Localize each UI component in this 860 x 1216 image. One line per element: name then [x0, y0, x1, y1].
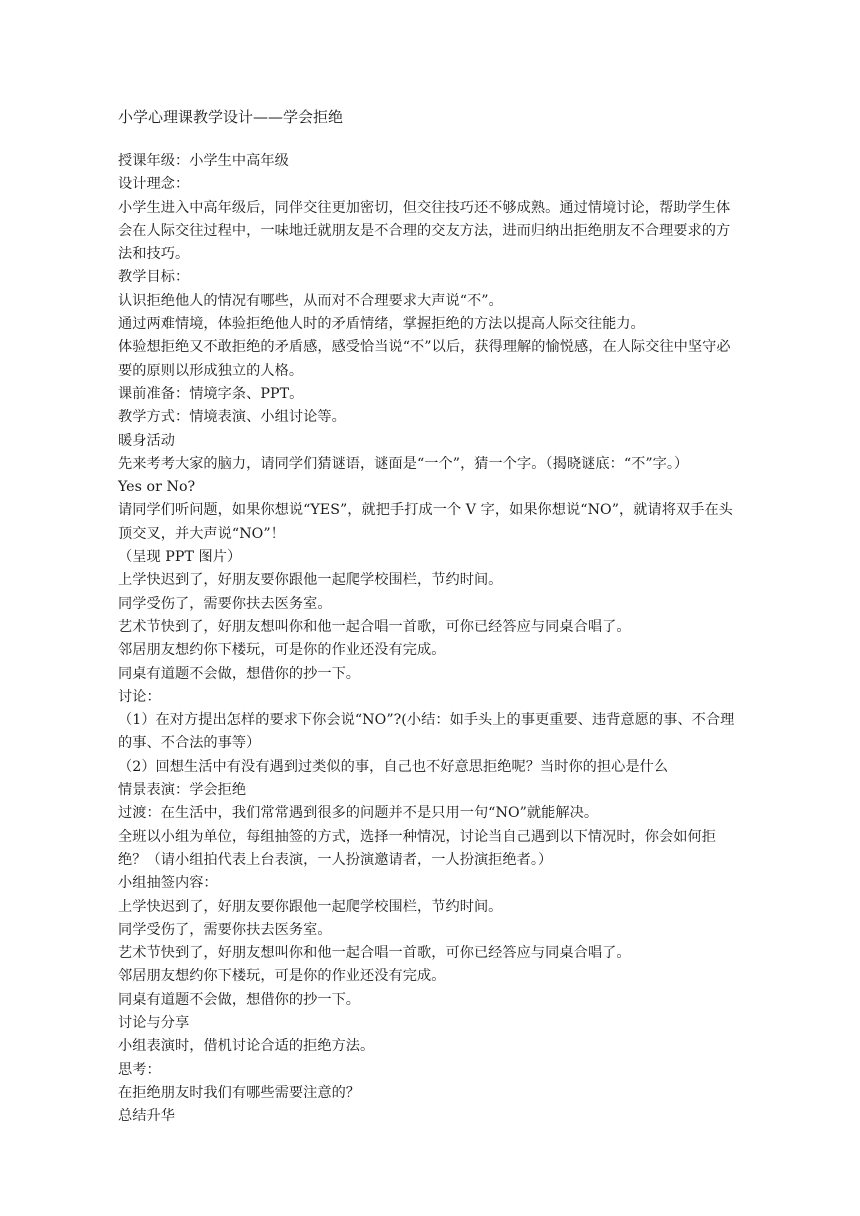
ppt-note: （呈现 PPT 图片）: [118, 549, 242, 566]
scenario-item: 邻居朋友想约你下楼玩，可是你的作业还没有完成。: [118, 642, 446, 659]
document-page: [118, 106, 740, 1128]
yes-or-no-instructions: 请同学们听问题，如果你想说“YES”，就把手打成一个 V 字，如果你想说“NO”，就请将双手在头顶交叉，并大声说“NO”！: [118, 502, 733, 542]
scenario-item: 艺术节快到了，好朋友想叫你和他一起合唱一首歌，可你已经答应与同桌合唱了。: [118, 618, 631, 635]
reflection-question: 在拒绝朋友时我们有哪些需要注意的？: [118, 1084, 361, 1101]
preparation-line: 课前准备：情境字条、PPT。: [118, 385, 304, 402]
document-body: [118, 150, 740, 1128]
yes-or-no-heading: Yes or No?: [118, 479, 196, 496]
discuss-share-heading: 讨论与分享: [118, 1014, 190, 1031]
document-title: 小学心理课教学设计——学会拒绝: [118, 108, 344, 126]
transition-line: 过渡：在生活中，我们常常遇到很多的问题并不是只用一句“NO”就能解决。: [118, 805, 599, 822]
lot-item: 艺术节快到了，好朋友想叫你和他一起合唱一首歌，可你已经答应与同桌合唱了。: [118, 945, 631, 962]
scenario-item: 同学受伤了，需要你扶去医务室。: [118, 595, 332, 612]
riddle-paragraph: 先来考考大家的脑力，请同学们猜谜语，谜面是“一个”，猜一个字。（揭晓谜底：“不”字。）: [118, 455, 689, 472]
summary-heading: 总结升华: [118, 1108, 175, 1125]
reflection-heading: 思考：: [118, 1061, 161, 1078]
grade-line: 授课年级：小学生中高年级: [118, 153, 289, 169]
role-play-heading: 情景表演：学会拒绝: [118, 782, 247, 799]
discussion-item: （2）回想生活中有没有遇到过类似的事，自己也不好意思拒绝呢？当时你的担心是什么: [118, 758, 669, 775]
discussion-heading: 讨论：: [118, 688, 161, 705]
lot-item: 上学快迟到了，好朋友要你跟他一起爬学校围栏，节约时间。: [118, 898, 503, 915]
group-activity-paragraph: 全班以小组为单位，每组抽签的方式，选择一种情况，讨论当自己遇到以下情况时，你会如何拒绝？（请小组拍代表上台表演，一人扮演邀请者，一人扮演拒绝者。）: [118, 828, 716, 868]
lot-item: 同桌有道题不会做，想借你的抄一下。: [118, 991, 361, 1008]
scenario-item: 上学快迟到了，好朋友要你跟他一起爬学校围栏，节约时间。: [118, 572, 503, 589]
lot-item: 邻居朋友想约你下楼玩，可是你的作业还没有完成。: [118, 968, 446, 985]
discussion-item: （1）在对方提出怎样的要求下你会说“NO”?(小结：如手头上的事更重要、违背意愿的事、不合理的事、不合法的事等）: [118, 712, 735, 752]
design-concept-paragraph: 小学生进入中高年级后，同伴交往更加密切，但交往技巧还不够成熟。通过情境讨论，帮助学生体会在人际交往过程中，一味地迁就朋友是不合理的交友方法，进而归纳出拒绝朋友不合理要求的方法和技巧。: [118, 199, 731, 263]
lot-content-heading: 小组抽签内容：: [118, 875, 218, 892]
discuss-share-line: 小组表演时，借机讨论合适的拒绝方法。: [118, 1038, 375, 1055]
goal-item: 认识拒绝他人的情况有哪些，从而对不合理要求大声说“不”。: [118, 292, 503, 309]
design-concept-heading: 设计理念：: [118, 176, 190, 193]
scenario-item: 同桌有道题不会做，想借你的抄一下。: [118, 665, 361, 682]
goal-item: 通过两难情境，体验拒绝他人时的矛盾情绪，掌握拒绝的方法以提高人际交往能力。: [118, 316, 645, 333]
lot-item: 同学受伤了，需要你扶去医务室。: [118, 921, 332, 938]
teaching-goals-heading: 教学目标：: [118, 269, 190, 286]
goal-item: 体验想拒绝又不敢拒绝的矛盾感，感受恰当说“不”以后，获得理解的愉悦感，在人际交往中坚守必要的原则以形成独立的人格。: [118, 339, 731, 379]
teaching-method-line: 教学方式：情境表演、小组讨论等。: [118, 409, 346, 426]
warmup-heading: 暖身活动: [118, 432, 175, 449]
